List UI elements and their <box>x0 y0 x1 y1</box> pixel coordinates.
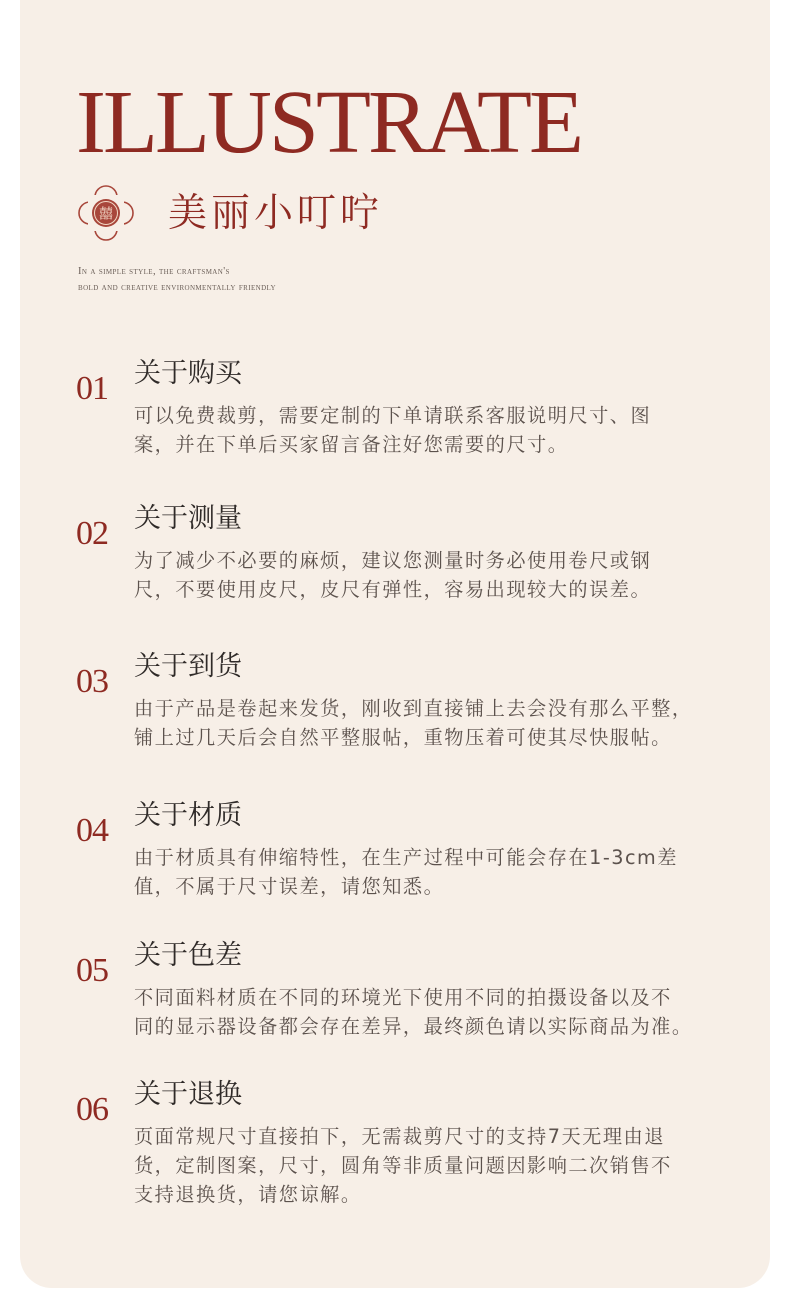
section-body <box>134 401 766 459</box>
section-number: 05 <box>76 952 108 989</box>
section-body <box>134 546 766 604</box>
section-body-line: 不同面料材质在不同的环境光下使用不同的拍摄设备以及不 <box>134 986 672 1009</box>
section-title: 关于材质 <box>134 800 242 831</box>
section-body <box>134 694 766 752</box>
brand-title: 美丽小叮咛 <box>168 191 384 236</box>
section-title: 关于购买 <box>134 358 242 389</box>
section-body <box>134 983 766 1041</box>
section-title: 关于到货 <box>134 651 242 682</box>
section-body-line: 案，并在下单后买家留言备注好您需要的尺寸。 <box>134 433 569 456</box>
section-body <box>134 843 766 901</box>
section-body-line: 由于产品是卷起来发货，刚收到直接铺上去会没有那么平整， <box>134 697 693 720</box>
tagline-line-2: bold and creative environmentally friendly <box>78 282 276 293</box>
tagline <box>78 264 276 296</box>
section-number: 02 <box>76 515 108 552</box>
section-title: 关于测量 <box>134 503 242 534</box>
section-body-line: 由于材质具有伸缩特性，在生产过程中可能会存在1-3cm差 <box>134 846 678 869</box>
section-body-line: 页面常规尺寸直接拍下，无需裁剪尺寸的支持7天无理由退 <box>134 1125 665 1148</box>
section-number: 04 <box>76 812 108 849</box>
section-body-line: 支持退换货，请您谅解。 <box>134 1183 362 1206</box>
section-title: 关于色差 <box>134 940 242 971</box>
section-body <box>134 1122 766 1209</box>
section-title: 关于退换 <box>134 1079 242 1110</box>
page-headline: ILLUSTRATE <box>76 73 581 172</box>
section-number: 01 <box>76 370 108 407</box>
tagline-line-1: In a simple style, the craftsman's <box>78 266 230 277</box>
section-body-line: 货，定制图案，尺寸，圆角等非质量问题因影响二次销售不 <box>134 1154 672 1177</box>
section-body-line: 可以免费裁剪，需要定制的下单请联系客服说明尺寸、图 <box>134 404 652 427</box>
section-body-line: 为了减少不必要的麻烦，建议您测量时务必使用卷尺或钢 <box>134 549 652 572</box>
section-body-line: 值，不属于尺寸误差，请您知悉。 <box>134 875 445 898</box>
svg-text:囍: 囍 <box>99 206 113 223</box>
section-number: 06 <box>76 1091 108 1128</box>
section-body-line: 铺上过几天后会自然平整服帖，重物压着可使其尽快服帖。 <box>134 726 672 749</box>
double-happiness-emblem-icon <box>76 183 136 243</box>
section-number: 03 <box>76 663 108 700</box>
section-body-line: 尺，不要使用皮尺，皮尺有弹性，容易出现较大的误差。 <box>134 578 652 601</box>
section-body-line: 同的显示器设备都会存在差异，最终颜色请以实际商品为准。 <box>134 1015 693 1038</box>
